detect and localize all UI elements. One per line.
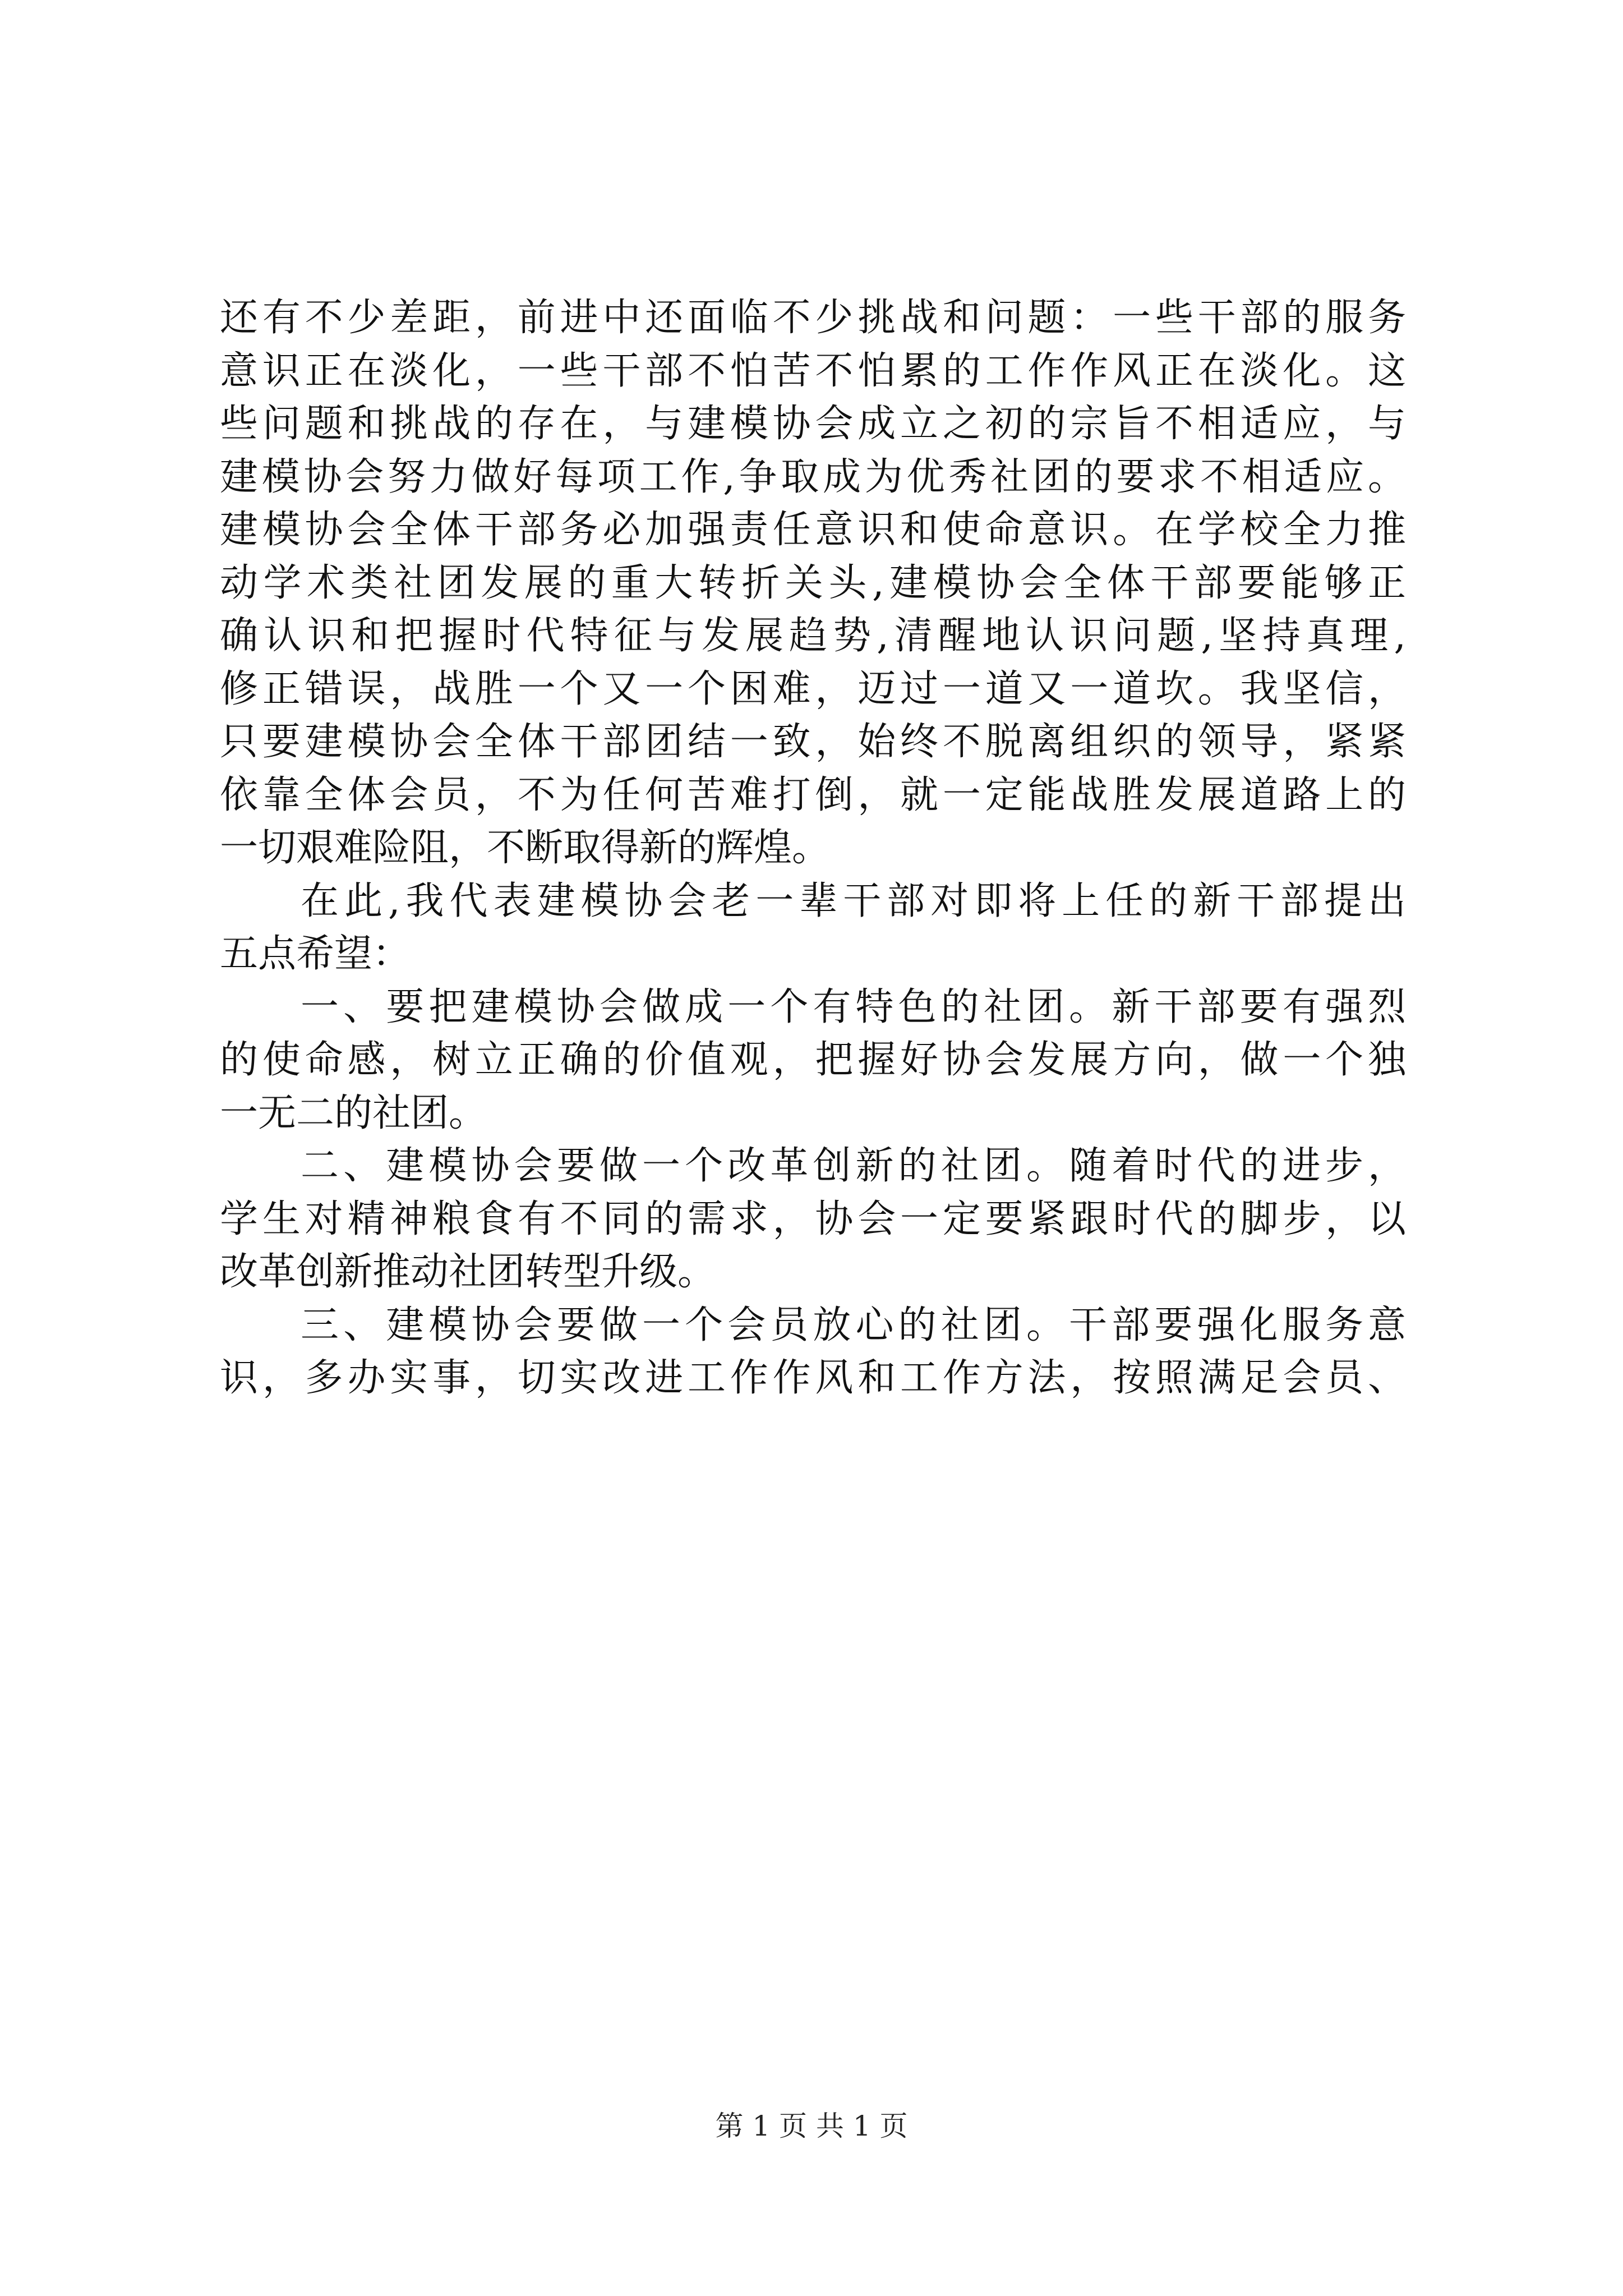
text-line: 二、建模协会要做一个改革创新的社团。随着时代的进步， [301, 1144, 1406, 1188]
text-line: 还有不少差距，前进中还面临不少挑战和问题：一些干部的服务 [220, 296, 1406, 340]
text-line: 五点希望： [220, 932, 411, 976]
paragraph [220, 1140, 1406, 1299]
text-line: 的使命感，树立正确的价值观，把握好协会发展方向，做一个独 [220, 1038, 1406, 1082]
text-line: 建模协会努力做好每项工作,争取成为优秀社团的要求不相适应。 [220, 454, 1406, 499]
text-line: 修正错误，战胜一个又一个困难，迈过一道又一道坎。我坚信， [220, 666, 1406, 711]
text-line: 意识正在淡化，一些干部不怕苦不怕累的工作作风正在淡化。这 [220, 348, 1406, 393]
page-footer [0, 2109, 1623, 2143]
document-body [220, 292, 1406, 1405]
page-number-label: 第 1 页 共 1 页 [715, 2110, 908, 2142]
text-line: 只要建模协会全体干部团结一致，始终不脱离组织的领导，紧紧 [220, 720, 1406, 764]
paragraph [220, 981, 1406, 1140]
text-line: 动学术类社团发展的重大转折关头,建模协会全体干部要能够正 [220, 560, 1406, 605]
paragraph [220, 875, 1406, 981]
paragraph [220, 292, 1406, 875]
text-line: 改革创新推动社团转型升级。 [220, 1250, 716, 1294]
paragraph [220, 1299, 1406, 1405]
text-line: 一切艰难险阻，不断取得新的辉煌。 [220, 826, 831, 870]
text-line: 三、建模协会要做一个会员放心的社团。干部要强化服务意 [301, 1303, 1406, 1347]
text-line: 在此,我代表建模协会老一辈干部对即将上任的新干部提出 [301, 878, 1406, 923]
text-line: 些问题和挑战的存在，与建模协会成立之初的宗旨不相适应，与 [220, 402, 1406, 446]
text-line: 一、要把建模协会做成一个有特色的社团。新干部要有强烈 [301, 984, 1406, 1029]
text-line: 一无二的社团。 [220, 1091, 487, 1135]
text-line: 建模协会全体干部务必加强责任意识和使命意识。在学校全力推 [220, 508, 1406, 552]
text-line: 识，多办实事，切实改进工作作风和工作方法，按照满足会员、 [220, 1356, 1406, 1400]
text-line: 学生对精神粮食有不同的需求，协会一定要紧跟时代的脚步，以 [220, 1197, 1406, 1241]
text-line: 确认识和把握时代特征与发展趋势,清醒地认识问题,坚持真理, [220, 614, 1406, 658]
text-line: 依靠全体会员，不为任何苦难打倒，就一定能战胜发展道路上的 [220, 772, 1406, 817]
